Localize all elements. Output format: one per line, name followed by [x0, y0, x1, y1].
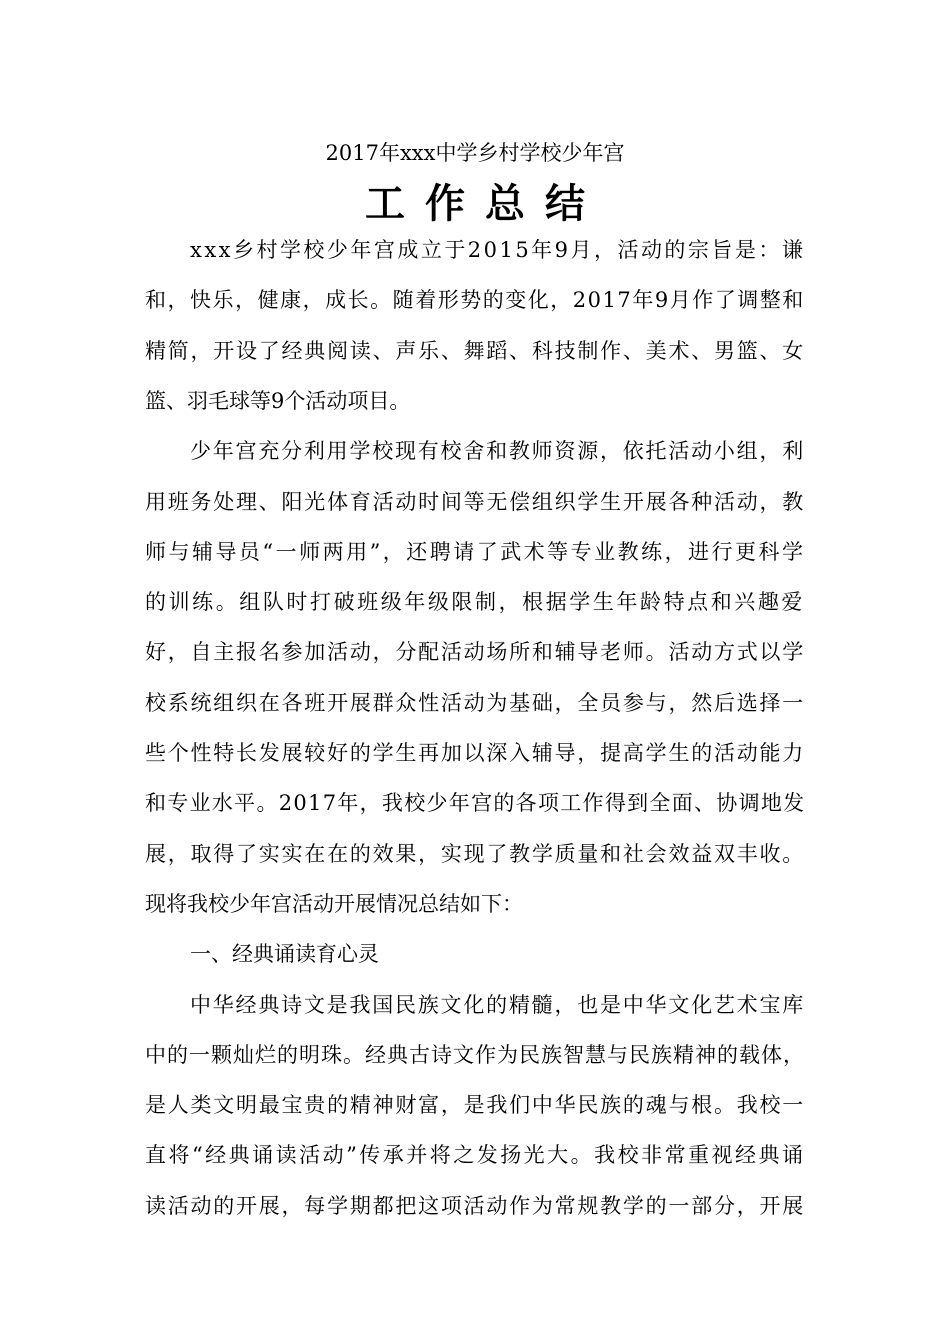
document-line: 现将我校少年宫活动开展情况总结如下：	[145, 891, 523, 916]
document-line: 一、经典诵读育心灵	[190, 942, 379, 967]
document-line: 中的一颗灿烂的明珠。经典古诗文作为民族智慧与民族精神的载体，	[145, 1042, 805, 1067]
document-subtitle: 2017年xxx中学乡村学校少年宫	[325, 141, 625, 165]
document-line: 校系统组织在各班开展群众性活动为基础，全员参与，然后选择一	[145, 690, 805, 715]
document-title: 工作总结	[365, 180, 605, 227]
document-line: 精简，开设了经典阅读、声乐、舞蹈、科技制作、美术、男篮、女	[145, 338, 805, 363]
document-line: 中华经典诗文是我国民族文化的精髓，也是中华文化艺术宝库	[190, 992, 805, 1017]
document-line: 直将“经典诵读活动”传承并将之发扬光大。我校非常重视经典诵	[145, 1143, 805, 1168]
document-line: 展，取得了实实在在的效果，实现了教学质量和社会效益双丰收。	[145, 841, 805, 866]
document-line: 好，自主报名参加活动，分配活动场所和辅导老师。活动方式以学	[145, 640, 805, 665]
document-line: 和专业水平。2017年，我校少年宫的各项工作得到全面、协调地发	[145, 791, 805, 816]
document-line: 的训练。组队时打破班级年级限制，根据学生年龄特点和兴趣爱	[145, 590, 805, 615]
document-line: 和，快乐，健康，成长。随着形势的变化，2017年9月作了调整和	[145, 288, 805, 313]
document-line: 师与辅导员“一师两用”，还聘请了武术等专业教练，进行更科学	[145, 539, 805, 564]
document-line: 篮、羽毛球等9个活动项目。	[145, 388, 411, 413]
document-line: 些个性特长发展较好的学生再加以深入辅导，提高学生的活动能力	[145, 741, 805, 765]
document-line: 是人类文明最宝贵的精神财富，是我们中华民族的魂与根。我校一	[145, 1093, 805, 1118]
document-line: xxx乡村学校少年宫成立于2015年9月，活动的宗旨是：谦	[190, 238, 805, 262]
document-line: 读活动的开展，每学期都把这项活动作为常规教学的一部分，开展	[145, 1193, 805, 1218]
document-line: 用班务处理、阳光体育活动时间等无偿组织学生开展各种活动，教	[145, 489, 805, 514]
document-line: 少年宫充分利用学校现有校舍和教师资源，依托活动小组，利	[190, 439, 805, 464]
